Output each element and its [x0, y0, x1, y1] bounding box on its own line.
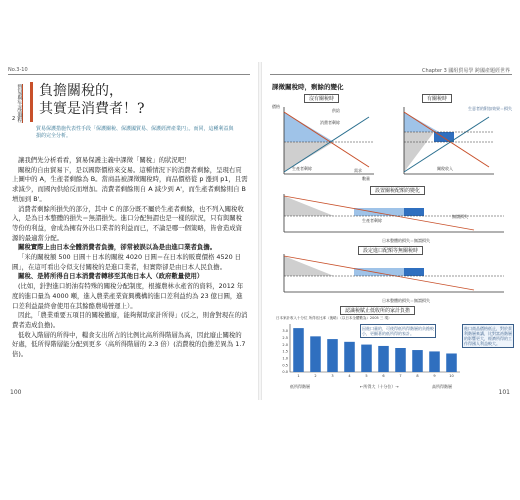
shaded-area	[284, 196, 334, 216]
paragraph: 消費者剩餘所損失的部分，其中 C 的部分既不屬於生產者剩餘，也不列入關稅收入，是為日本整體的損失＝無謂損失。進口分配無謂也是一樣的狀況，只有與關稅等份的利益，會成為擁有外出口業者的利益而已，不論是哪一個策略，皆會造成資源的最適當分配。	[12, 204, 244, 242]
bottom-chart-title: 認識稅賦止低收所的家計負擔	[340, 306, 415, 315]
bar-4	[344, 342, 355, 372]
page-number-left: 100	[10, 389, 22, 396]
chart-note-1: 因進口量的，可使得低所得階層的負擔較小，更顯著的低所得的家計。	[362, 326, 434, 336]
summary-text: 貿易保護措施代表性手段「保護關稅、保護國貿易、保護經濟產業円」。而同，這種利益與損的完全分析。	[36, 126, 234, 139]
x-label-low: 低所得階層	[290, 384, 310, 389]
producer-surplus-label: 生產者剩餘	[362, 218, 382, 223]
x-tick-label: 9	[433, 374, 436, 378]
paragraph: 關稅的自由貿易下，是以國際價格來交易。這種情況下的消費者剩餘，呈現右頁上圖中的 A，生產者剩餘為 B。當商品被課徵關稅時，商品價格從 p 漲到 p1，且需求減少，而國內供給反而增加。消費者剩餘則自 A 減少到 A'，而生產者剩餘則自 B 增加到 B'。	[12, 165, 248, 203]
x-tick-label: 2	[314, 374, 317, 378]
quota-band	[354, 268, 404, 276]
bar-7	[395, 348, 406, 372]
bottom-chart-caption: 日本家計收入十分位 所得佔比率（後略）（以日本全體數為）2005 三 現）	[276, 316, 392, 320]
highlight-paragraph: 關稅、是將所得自日本消費者轉移至其他日本人（政府數量使用）	[18, 272, 204, 281]
chapter-number: 2	[12, 116, 16, 122]
bar-5	[361, 345, 372, 372]
bar-2	[310, 336, 321, 372]
bar-8	[412, 350, 423, 372]
x-tick-label: 6	[382, 374, 385, 378]
y-tick-label: 0.5	[282, 363, 288, 368]
demand-label: 需求	[354, 168, 362, 173]
consumer-surplus-label: 消費者剩餘	[320, 120, 340, 125]
right-page	[262, 62, 520, 400]
paragraph: 「米的關稅額 500 日圓＋日本的關稅 4020 日圓＝在日本的販賣價格 4520 日圓」，在這可看出令似支付關稅的是進口業者，但實際卻是由日本人民負擔。	[12, 253, 242, 271]
x-tick-label: 1	[297, 374, 300, 378]
side-chapter-label: 貿易與生產過程	[12, 84, 23, 123]
y-tick-label: 3.0	[282, 329, 288, 334]
bar-1	[293, 328, 304, 372]
paragraph: 因此，「農業重要五項目的關稅撤廢，能夠幫助家計所得」(反之，則會對現在的消費者造成負擔)。	[12, 311, 248, 329]
x-tick-label: 8	[416, 374, 419, 378]
bar-6	[378, 346, 389, 372]
y-tick-label: 2.5	[282, 335, 288, 340]
right-header: Chapter 3 國組貿易學 跨國產題經世界	[422, 68, 510, 74]
left-header: No.3-10	[8, 67, 28, 73]
x-tick-label: 7	[399, 374, 402, 378]
bar-3	[327, 339, 338, 372]
japan-loss-label: 日本整體的損失＝無謂損失	[382, 298, 430, 303]
japan-loss-label: 日本整體的損失＝無謂損失	[382, 238, 430, 243]
paragraph: 讓我們先分析看看，貿易保護主義中課徵「關稅」的狀況吧！	[18, 156, 191, 164]
x-tick-label: 4	[348, 374, 351, 378]
shaded-area	[284, 256, 334, 276]
y-tick-label: 1.5	[282, 349, 288, 354]
right-header-rule	[270, 74, 512, 75]
quota-diagram-2	[274, 254, 510, 294]
price-axis-label: 價格	[272, 104, 280, 109]
paragraph: 低收入階層的所得中，糧食支出所占的比例比高所得階層為高，因此廢止關稅的好處，低所得階層能分配到更多（高所得階層的 2.3 倍）(消費稅的負擔差異為 1.7 倍)。	[12, 330, 246, 359]
page-number-right: 101	[498, 389, 510, 396]
quota-diagram-1	[274, 194, 510, 234]
y-tick-label: 1.0	[282, 356, 288, 361]
no-tariff-diagram	[274, 102, 384, 182]
tariff-effect-note: 生意者的附加效果＝損失	[468, 106, 512, 111]
page-title	[30, 82, 145, 122]
deadweight-band	[404, 268, 424, 276]
producer-surplus-area	[404, 132, 434, 172]
panel-with-tariff-title: 有關稅時	[422, 94, 452, 103]
x-tick-label: 5	[365, 374, 368, 378]
paragraph: (比如，針對進口奶油有特殊的關稅分配制度，根據農林水產省的資料，2012 年度的進口量為 4000 噸，進入農業產業資興機構的進口差利益約為 23 億日圓，進口差利益最終會使用在其餘酪農場營運上）。	[12, 282, 244, 310]
tariff-revenue-label: 關稅收入	[437, 166, 453, 171]
supply-label: 供給	[332, 108, 340, 113]
title-line-2: 其實是消費者！?	[39, 101, 145, 117]
left-page	[0, 62, 258, 400]
quota-panel-title-2: 設定進口配額等無關稅時	[358, 246, 423, 255]
qty-axis-label: 數量	[362, 176, 370, 181]
x-tick-label: 3	[331, 374, 334, 378]
tariff-band	[354, 208, 404, 216]
x-label-high: 高所得階層	[432, 384, 452, 389]
quota-panel-title: 設置關稅配額的變化	[370, 186, 425, 195]
y-tick-label: 0.0	[282, 370, 288, 375]
y-tick-label: 2.0	[282, 342, 288, 347]
x-label-mid: ←所得大（十分位）→	[360, 384, 399, 389]
figure-title: 課徵關稅時，剩餘的變化	[272, 83, 344, 91]
bar-9	[429, 351, 440, 372]
bar-10	[446, 353, 457, 372]
highlight-paragraph: 關稅實際上由日本全體消費者負擔，卻常被誤以為是由進口業者負擔。	[18, 243, 217, 252]
body-text	[12, 156, 248, 360]
chart-note-2: 進口商品價格低止，對於貧利階層來講，比對富裕階層的影響更大，經濟所得的工作得國人利益較大。	[464, 326, 512, 346]
title-line-1: 負擔關稅的，	[39, 83, 123, 99]
panel-no-tariff-title: 沒有關稅時	[304, 94, 339, 103]
deadweight-band	[404, 208, 424, 216]
deadweight-label: 無謂損失	[452, 214, 468, 219]
x-tick-label: 10	[449, 374, 454, 378]
producer-surplus-label: 生產者剩餘	[292, 166, 312, 171]
left-header-rule	[8, 74, 250, 75]
